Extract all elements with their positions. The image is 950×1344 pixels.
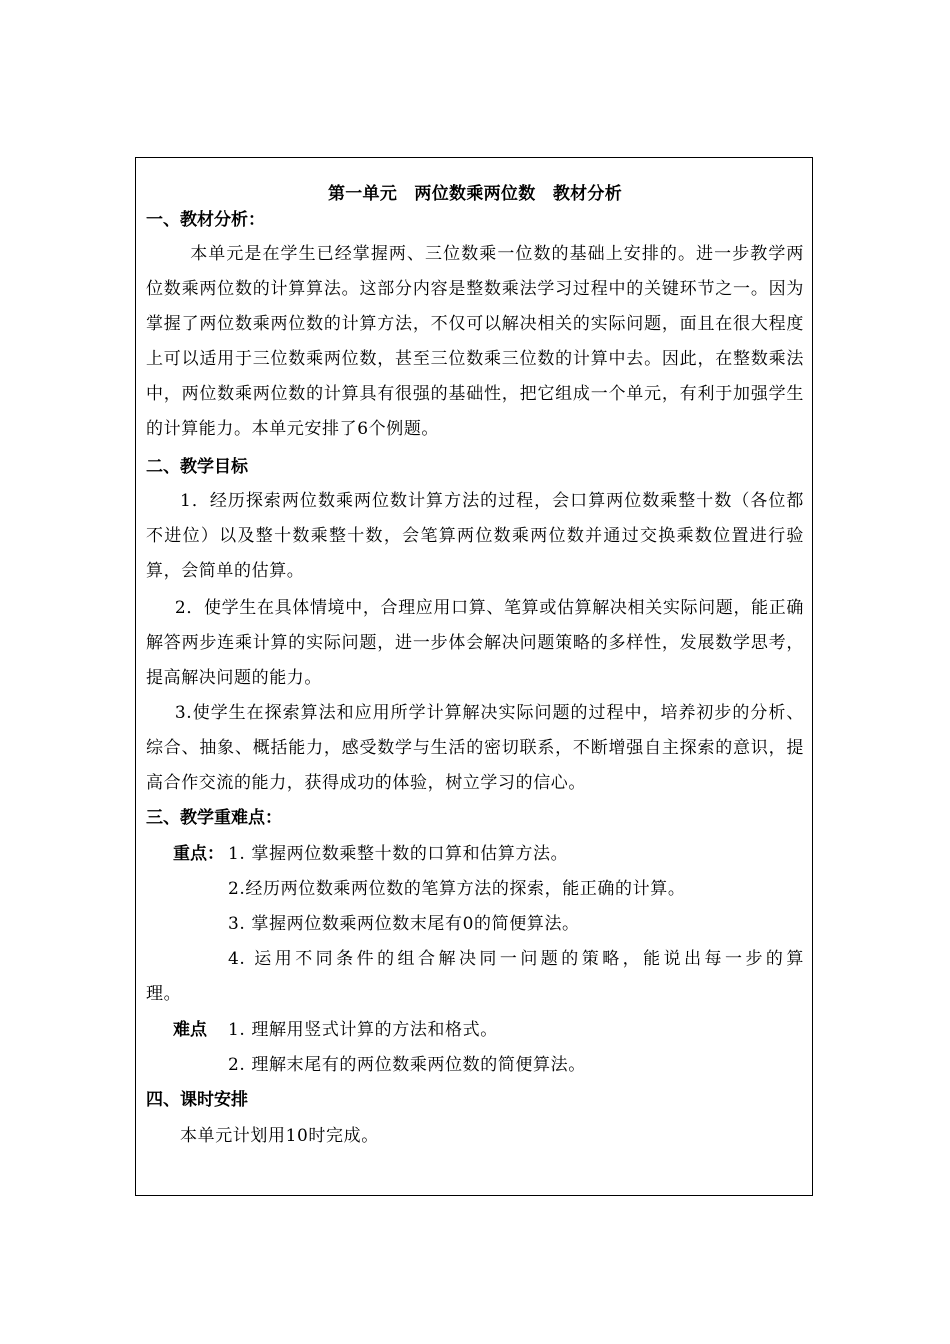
section-heading-material-analysis: 一、教材分析： bbox=[146, 210, 265, 230]
key-point-1: 1. 掌握两位数乘整十数的口算和估算方法。 bbox=[228, 844, 569, 864]
teaching-goal-2: 2．使学生在具体情境中，合理应用口算、笔算或估算解决相关实际问题，能正确解答两步连乘计算的实际问题，进一步体会解决问题策略的多样性，发展数学思考，提高解决问题的能力。 bbox=[146, 598, 804, 688]
document-title: 第一单元 两位数乘两位数 教材分析 bbox=[327, 184, 623, 204]
difficult-point-2: 2. 理解末尾有的两位数乘两位数的简便算法。 bbox=[228, 1055, 586, 1075]
teaching-goal-3: 3.使学生在探索算法和应用所学计算解决实际问题的过程中，培养初步的分析、综合、抽象、概括能力，感受数学与生活的密切联系，不断增强自主探索的意识，提高合作交流的能力，获得成功的体验，树立学习的信心。 bbox=[146, 703, 804, 793]
key-points-label: 重点： bbox=[173, 844, 224, 864]
key-point-4-continued: 理。 bbox=[146, 984, 182, 1004]
key-point-2: 2.经历两位数乘两位数的笔算方法的探索，能正确的计算。 bbox=[228, 879, 686, 899]
section-heading-key-difficult-points: 三、教学重难点： bbox=[146, 808, 282, 828]
section-heading-schedule: 四、课时安排 bbox=[146, 1090, 248, 1110]
document-frame bbox=[135, 157, 813, 1196]
section-heading-teaching-goals: 二、教学目标 bbox=[146, 457, 248, 477]
teaching-goal-1: 1．经历探索两位数乘两位数计算方法的过程，会口算两位数乘整十数（各位都不进位）以及整十数乘整十数，会笔算两位数乘两位数并通过交换乘数位置进行验算，会简单的估算。 bbox=[146, 491, 804, 581]
key-point-3: 3. 掌握两位数乘两位数末尾有0的简便算法。 bbox=[228, 914, 580, 934]
key-point-4: 4. 运用不同条件的组合解决同一问题的策略，能说出每一步的算 bbox=[228, 949, 804, 969]
material-analysis-paragraph: 本单元是在学生已经掌握两、三位数乘一位数的基础上安排的。进一步教学两位数乘两位数的计算算法。这部分内容是整数乘法学习过程中的关键环节之一。因为掌握了两位数乘两位数的计算方法，不仅可以解决相关的实际问题，面且在很大程度上可以适用于三位数乘两位数，甚至三位数乘三位数的计算中去。因此，在整数乘法中，两位数乘两位数的计算具有很强的基础性，把它组成一个单元，有利于加强学生的计算能力。本单元安排了6个例题。 bbox=[146, 244, 804, 439]
schedule-text: 本单元计划用10时完成。 bbox=[180, 1126, 379, 1146]
difficult-points-label: 难点 bbox=[173, 1020, 207, 1040]
difficult-point-1: 1. 理解用竖式计算的方法和格式。 bbox=[228, 1020, 498, 1040]
